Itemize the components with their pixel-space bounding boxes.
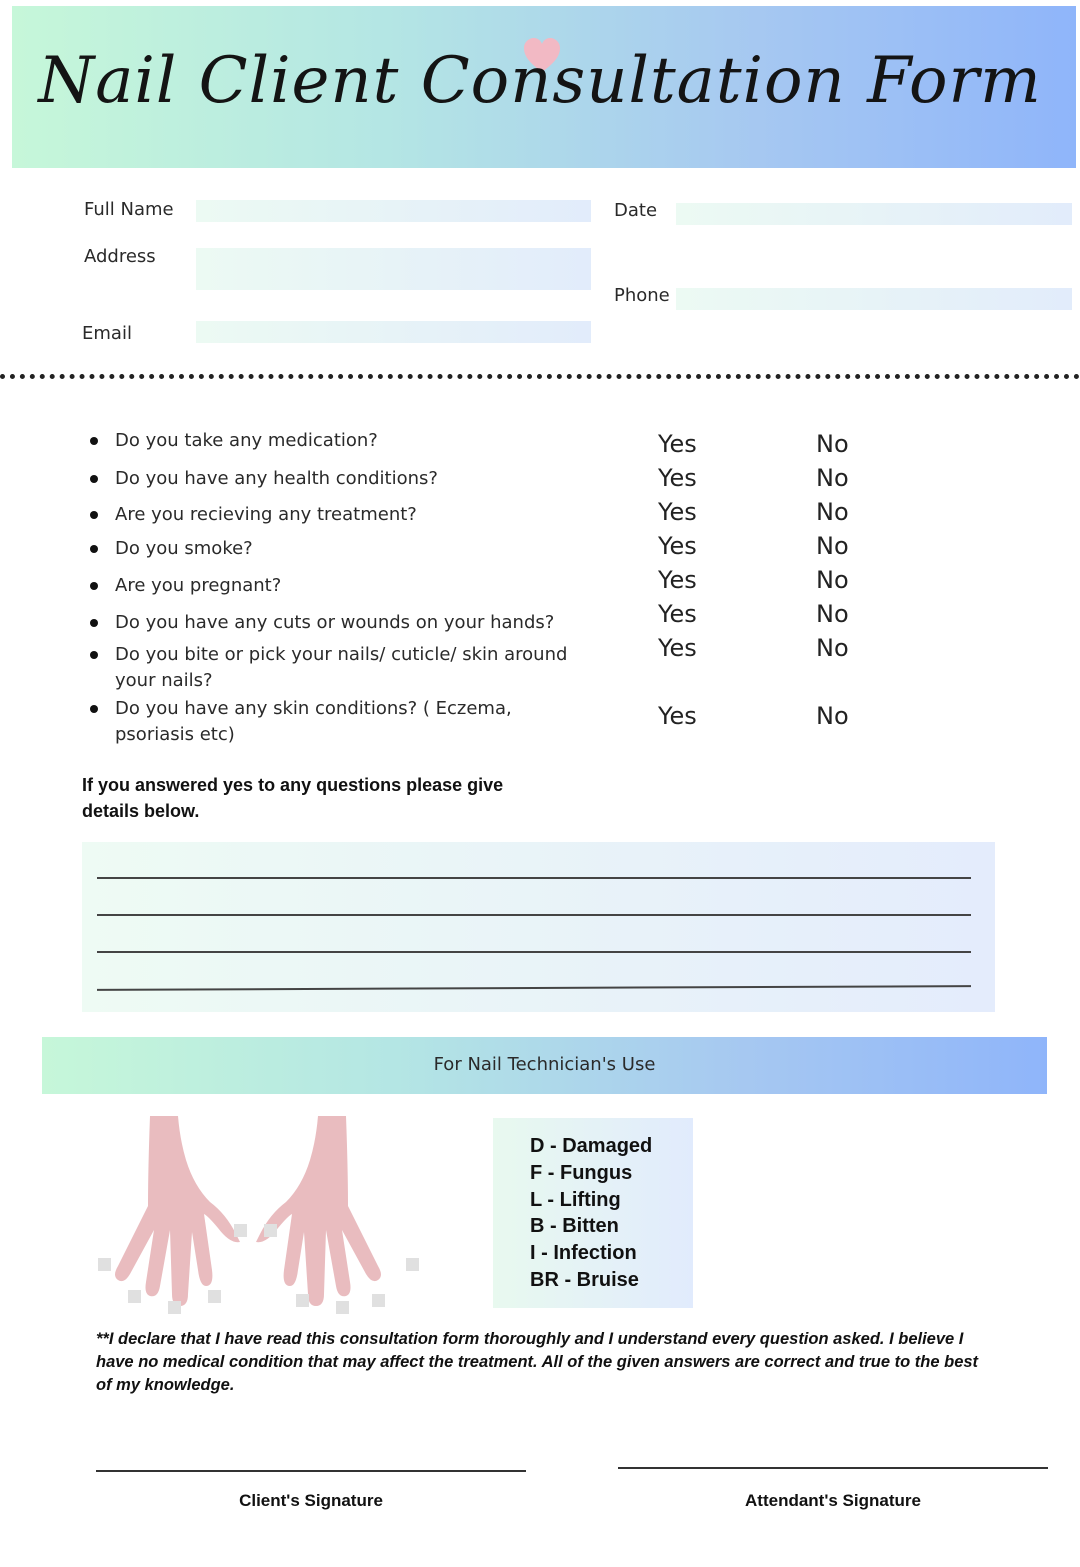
question-6-no[interactable]: No <box>816 600 849 628</box>
bullet-icon <box>90 437 98 445</box>
address-label: Address <box>84 246 156 267</box>
email-field[interactable] <box>196 321 591 343</box>
right-hand-icon <box>256 1116 381 1306</box>
phone-label: Phone <box>614 285 670 306</box>
form-title: Nail Client Consultation Form <box>38 44 1042 118</box>
question-8-no[interactable]: No <box>816 702 849 730</box>
email-label: Email <box>82 323 132 344</box>
question-2-no[interactable]: No <box>816 464 849 492</box>
client-signature-line[interactable] <box>96 1470 526 1472</box>
details-line <box>97 877 971 879</box>
question-7-no[interactable]: No <box>816 634 849 662</box>
question-3-no[interactable]: No <box>816 498 849 526</box>
legend-infection: I - Infection <box>530 1242 637 1264</box>
attendant-signature-label: Attendant's Signature <box>745 1491 921 1510</box>
question-6-yes[interactable]: Yes <box>658 600 697 628</box>
left-hand-icon <box>115 1116 240 1306</box>
question-5-no[interactable]: No <box>816 566 849 594</box>
hands-diagram <box>90 1110 430 1320</box>
bullet-icon <box>90 475 98 483</box>
question-2: Do you have any health conditions? <box>115 468 438 489</box>
question-7-yes[interactable]: Yes <box>658 634 697 662</box>
full-name-label: Full Name <box>84 199 174 220</box>
legend-lifting: L - Lifting <box>530 1189 621 1211</box>
bullet-icon <box>90 651 98 659</box>
details-prompt: If you answered yes to any questions please give details below. <box>82 775 504 821</box>
bullet-icon <box>90 705 98 713</box>
bullet-icon <box>90 619 98 627</box>
bullet-icon <box>90 511 98 519</box>
declaration-text: **I declare that I have read this consultation form thoroughly and I understand every question asked. I believe I have no medical condition that may affect the treatment. All of the given answers are correct and true to the best of my knowledge. <box>96 1330 979 1394</box>
client-signature-label: Client's Signature <box>239 1491 383 1510</box>
question-8-yes[interactable]: Yes <box>658 702 697 730</box>
details-line <box>97 914 971 916</box>
question-5: Are you pregnant? <box>115 575 282 596</box>
question-7: Do you bite or pick your nails/ cuticle/ skin around your nails? <box>115 644 568 691</box>
question-1-no[interactable]: No <box>816 430 849 458</box>
question-5-yes[interactable]: Yes <box>658 566 697 594</box>
technician-heading: For Nail Technician's Use <box>433 1054 656 1075</box>
question-2-yes[interactable]: Yes <box>658 464 697 492</box>
question-4-no[interactable]: No <box>816 532 849 560</box>
question-4: Do you smoke? <box>115 538 253 559</box>
details-line <box>97 951 971 953</box>
date-label: Date <box>614 200 658 221</box>
question-4-yes[interactable]: Yes <box>658 532 697 560</box>
legend-damaged: D - Damaged <box>530 1135 653 1157</box>
question-6: Do you have any cuts or wounds on your hands? <box>115 612 555 633</box>
question-3: Are you recieving any treatment? <box>115 504 417 525</box>
section-divider <box>0 374 1080 379</box>
attendant-signature-line[interactable] <box>618 1467 1048 1469</box>
question-8: Do you have any skin conditions? ( Eczema, psoriasis etc) <box>115 698 512 745</box>
legend-fungus: F - Fungus <box>530 1162 633 1184</box>
legend-bitten: B - Bitten <box>530 1215 619 1237</box>
bullet-icon <box>90 582 98 590</box>
question-3-yes[interactable]: Yes <box>658 498 697 526</box>
bullet-icon <box>90 545 98 553</box>
question-1: Do you take any medication? <box>115 430 378 451</box>
address-field[interactable] <box>196 248 591 290</box>
full-name-field[interactable] <box>196 200 591 222</box>
legend-bruise: BR - Bruise <box>530 1269 639 1291</box>
date-field[interactable] <box>676 203 1072 225</box>
question-1-yes[interactable]: Yes <box>658 430 697 458</box>
phone-field[interactable] <box>676 288 1072 310</box>
